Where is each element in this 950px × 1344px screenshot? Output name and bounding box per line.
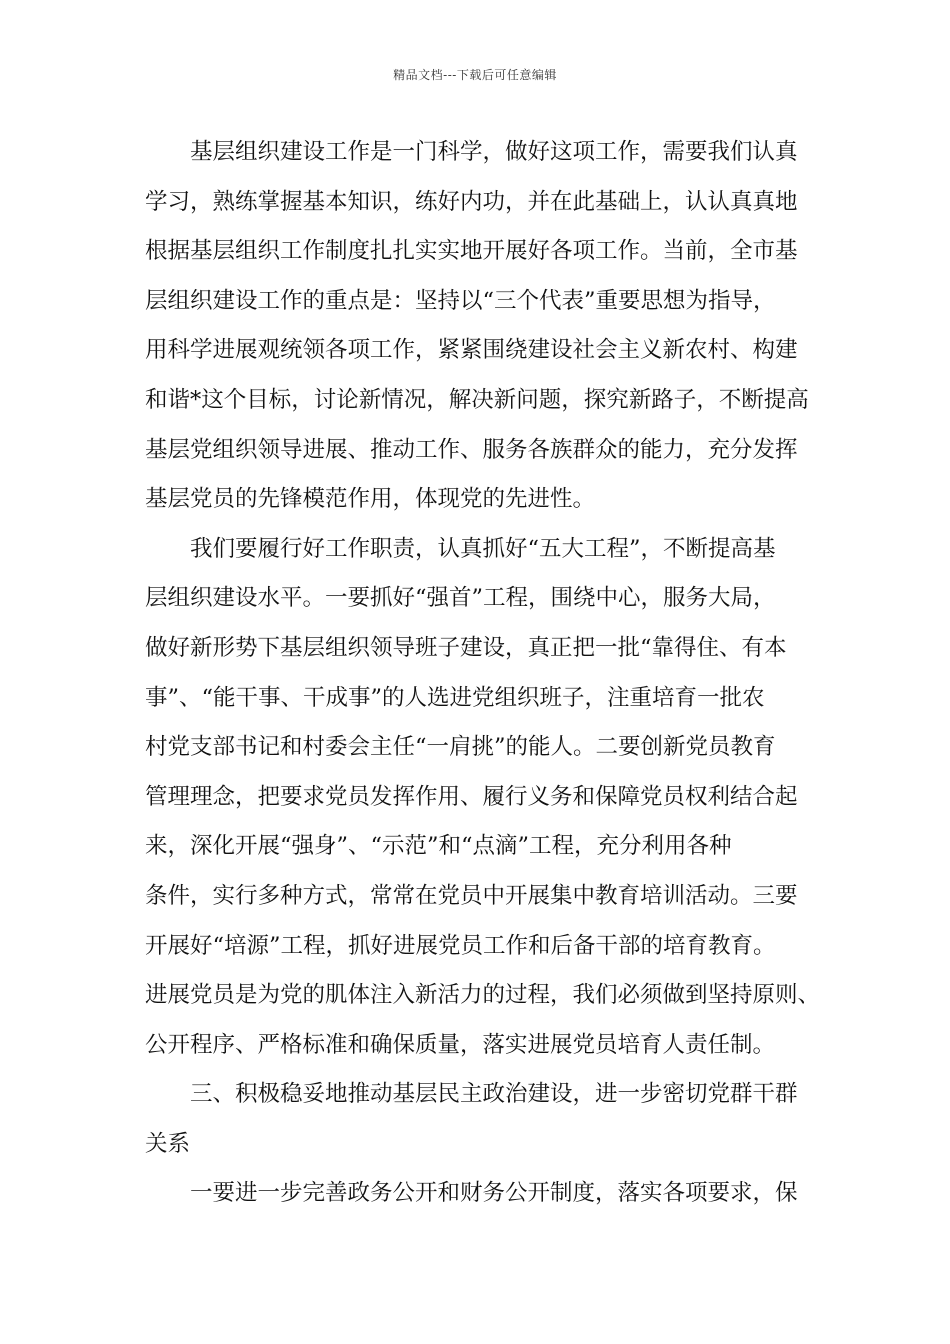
text-line: 事”、“能干事、干成事”的人选进党组织班子，注重培育一批农 bbox=[145, 684, 765, 711]
text-line: 层组织建设水平。一要抓好“强首”工程，围绕中心，服务大局， bbox=[145, 585, 776, 612]
section-heading: 三、积极稳妥地推动基层民主政治建设，进一步密切党群干群 bbox=[190, 1081, 798, 1108]
text-line: 公开程序、严格标准和确保质量，落实进展党员培育人责任制。 bbox=[145, 1031, 776, 1058]
text-line: 一要进一步完善政务公开和财务公开制度，落实各项要求，保 bbox=[190, 1180, 798, 1207]
text-line: 基层组织建设工作是一门科学，做好这项工作，需要我们认真 bbox=[190, 139, 798, 165]
text-line: 做好新形势下基层组织领导班子建设，真正把一批“靠得住、有本 bbox=[145, 634, 787, 661]
text-line: 条件，实行多种方式，常常在党员中开展集中教育培训活动。三要 bbox=[145, 882, 798, 909]
text-line: 村党支部书记和村委会主任“一肩挑”的能人。二要创新党员教育 bbox=[145, 734, 776, 761]
text-line: 和谐*这个目标，讨论新情况，解决新问题，探究新路子，不断提高 bbox=[145, 386, 809, 413]
text-line: 根据基层组织工作制度扎扎实实地开展好各项工作。当前，全市基 bbox=[145, 238, 798, 265]
text-line: 用科学进展观统领各项工作，紧紧围绕建设社会主义新农村、构建 bbox=[145, 337, 798, 364]
text-line: 我们要履行好工作职责，认真抓好“五大工程”，不断提高基 bbox=[190, 535, 776, 562]
text-line: 学习，熟练掌握基本知识，练好内功，并在此基础上，认认真真地 bbox=[145, 188, 798, 215]
text-line: 基层党员的先锋模范作用，体现党的先进性。 bbox=[145, 486, 596, 513]
document-body bbox=[145, 128, 821, 1219]
header-note: 精品文档---下载后可任意编辑 bbox=[393, 68, 557, 82]
text-line: 开展好“培源”工程，抓好进展党员工作和后备干部的培育教育。 bbox=[145, 932, 776, 959]
text-line: 管理理念，把要求党员发挥作用、履行义务和保障党员权利结合起 bbox=[145, 783, 798, 810]
text-line: 基层党组织领导进展、推动工作、服务各族群众的能力，充分发挥 bbox=[145, 436, 798, 463]
text-line: 层组织建设工作的重点是：坚持以“三个代表”重要思想为指导， bbox=[145, 287, 776, 314]
section-heading-continued: 关系 bbox=[145, 1130, 191, 1157]
text-line: 进展党员是为党的肌体注入新活力的过程，我们必须做到坚持原则、 bbox=[145, 982, 821, 1009]
text-line: 来，深化开展“强身”、“示范”和“点滴”工程，充分利用各种 bbox=[145, 833, 732, 860]
